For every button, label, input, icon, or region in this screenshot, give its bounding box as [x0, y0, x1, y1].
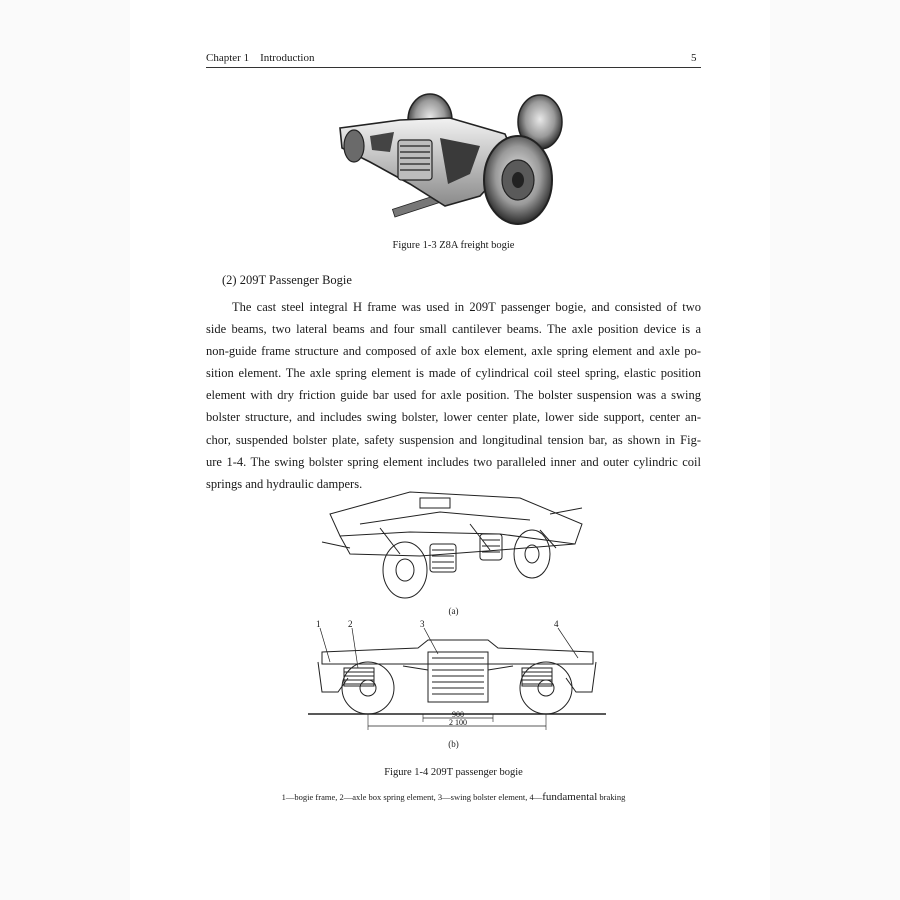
passenger-bogie-side-elevation [308, 618, 606, 736]
body-paragraph [206, 296, 701, 495]
dimension-outer: 2 100 [449, 718, 467, 727]
paragraph-line: side beams, two lateral beams and four small cantilever beams. The axle position device is a [206, 322, 701, 337]
subfigure-b-label: (b) [448, 739, 459, 749]
page-number: 5 [691, 52, 697, 64]
legend-prefix: 1—bogie frame, 2—axle box spring element, 3—swing bolster element, 4— [281, 792, 543, 802]
running-header: Chapter 1 Introduction [206, 52, 315, 64]
paragraph-line: element with dry friction guide bar used for axle position. The bolster suspension was a swing [206, 388, 701, 403]
section-heading: (2) 209T Passenger Bogie [222, 273, 352, 287]
paragraph-line: non-guide frame structure and composed of axle box element, axle spring element and axle po- [206, 344, 701, 359]
paragraph-line: ure 1-4. The swing bolster spring element includes two paralleled inner and outer cylindric coil [206, 454, 701, 469]
callout-2: 2 [348, 619, 353, 629]
paragraph-line: springs and hydraulic dampers. [206, 476, 363, 491]
figure-1-4-legend [206, 791, 701, 803]
subfigure-a-label: (a) [448, 606, 459, 616]
callout-3: 3 [420, 619, 425, 629]
dimension-inner: 900 [452, 710, 464, 719]
legend-emphasis: fundamental [542, 791, 598, 803]
header-rule [206, 67, 701, 68]
paragraph-line: sition element. The axle spring element is made of cylindrical coil steel spring, elastic position [206, 366, 701, 381]
passenger-bogie-isometric-drawing [320, 484, 585, 602]
z8a-freight-bogie-illustration [330, 88, 580, 230]
callout-1: 1 [316, 619, 321, 629]
figure-1-3-caption: Figure 1-3 Z8A freight bogie [392, 240, 515, 251]
callout-4: 4 [554, 619, 559, 629]
figure-1-4-caption: Figure 1-4 209T passenger bogie [384, 767, 523, 778]
legend-suffix: braking [597, 792, 626, 802]
paragraph-line: The cast steel integral H frame was used in 209T passenger bogie, and consisted of two [232, 300, 701, 314]
paragraph-line: chor, suspended bolster plate, safety suspension and longitudinal tension bar, as shown in Fig- [206, 432, 701, 447]
paragraph-line: bolster structure, and includes swing bolster, lower center plate, lower side support, center an- [206, 410, 701, 425]
